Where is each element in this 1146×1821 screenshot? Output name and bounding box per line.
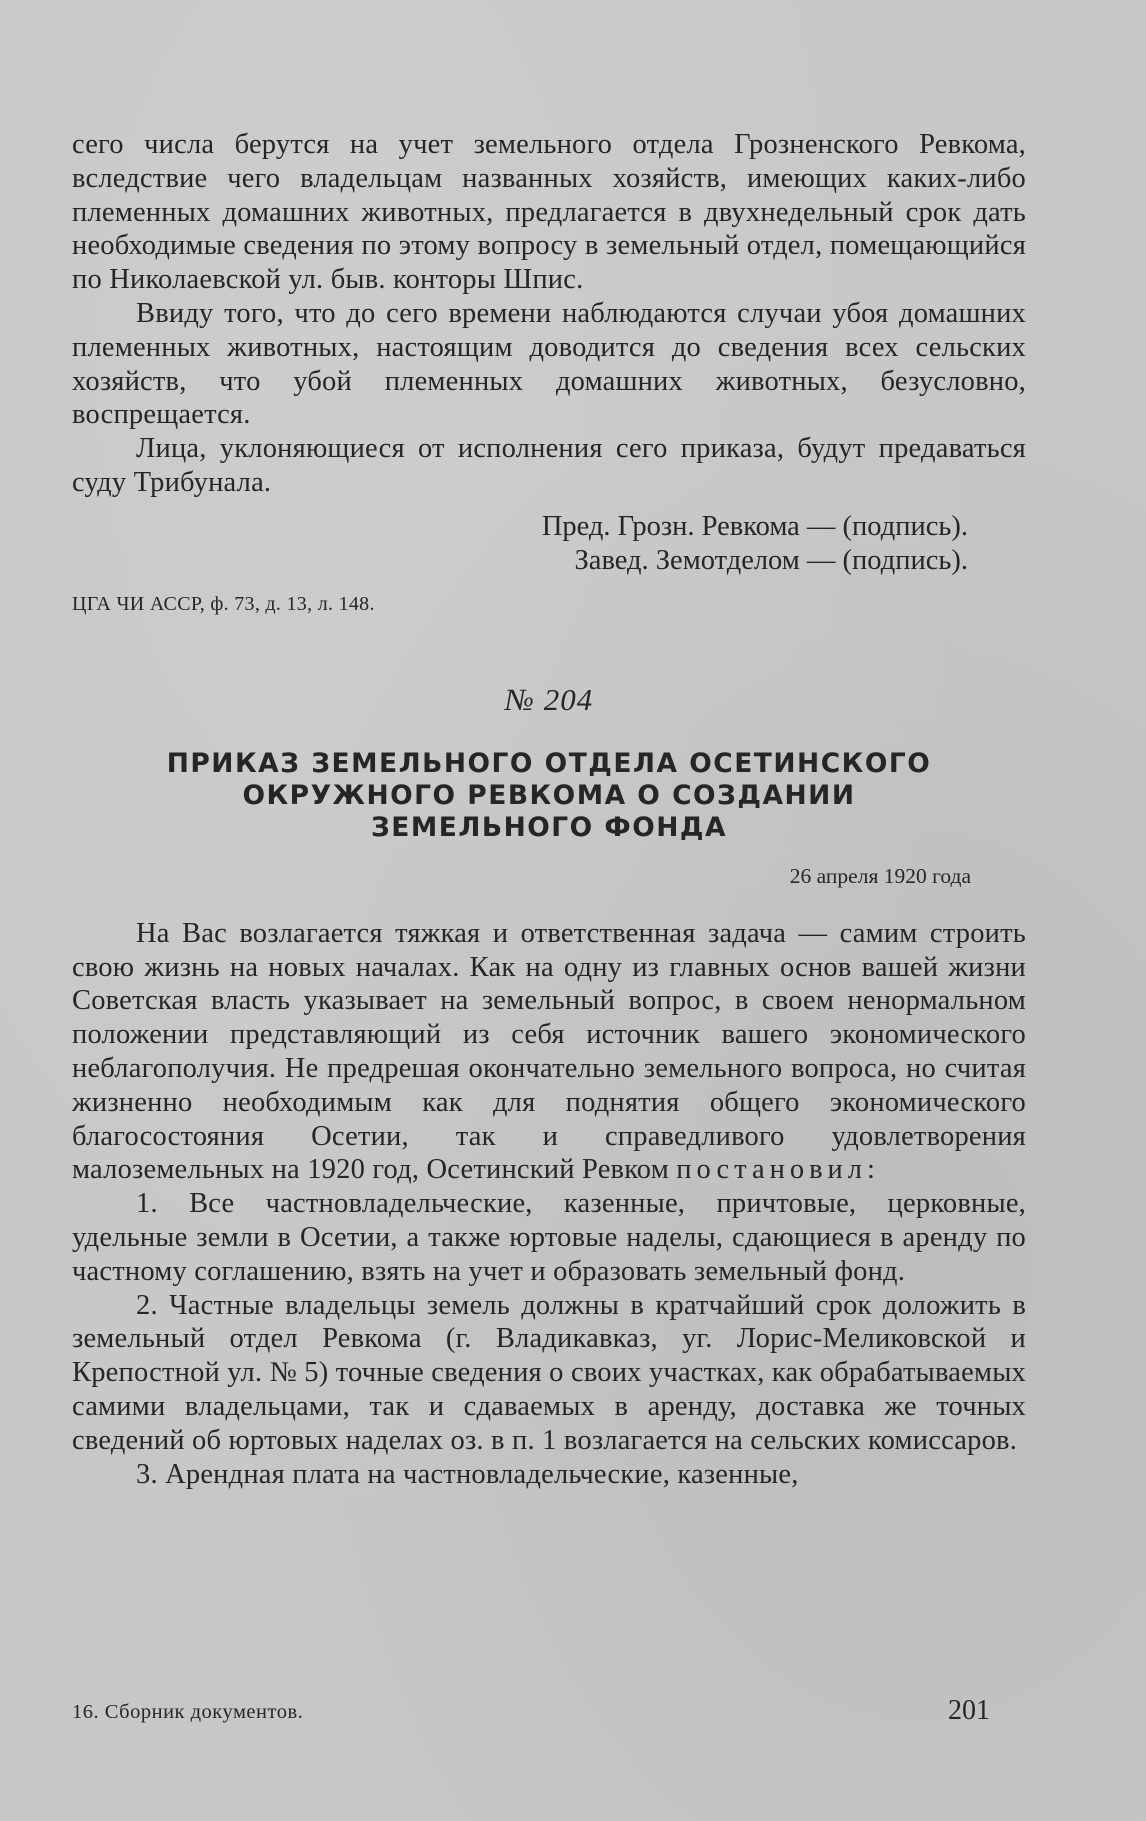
document-date: 26 апреля 1920 года: [789, 863, 971, 888]
paragraph-continuation: сего числа берутся на учет земельного отдела Грозненского Ревкома, вследствие чего владельцам названных хозяйств, имеющих каких-либо племенных домашних животных, предлагается в двухнедельный срок дать необходимые сведения по этому вопросу в земельный отдел, помещающийся по Николаевской ул. быв. конторы Шпис.: [72, 129, 1026, 296]
document-title: [72, 748, 1026, 844]
signature-block: [72, 510, 1026, 578]
paragraph-tribunal: Лица, уклоняющиеся от исполнения сего приказа, будут предаваться суду Трибунала.: [72, 433, 1026, 498]
paragraph-slaughter-ban: Ввиду того, что до сего времени наблюдаются случаи убоя домашних племенных животных, настоящим доводится до сведения всех сельских хозяйств, что убой племенных домашних животных, безусловно, воспрещается.: [72, 297, 1026, 431]
item-3: 3. Арендная плата на частновладельческие, казенные,: [136, 1458, 799, 1490]
archive-reference: ЦГА ЧИ АССР, ф. 73, д. 13, л. 148.: [72, 592, 375, 615]
intro-resolution: постановил:: [676, 1154, 880, 1186]
document-body: [72, 917, 1026, 1492]
signature-chairman: Пред. Грозн. Ревкома — (подпись).: [541, 510, 968, 542]
signature-head: Завед. Земотделом — (подпись).: [574, 544, 968, 576]
page-content: [72, 128, 1026, 1491]
page-number: 201: [948, 1695, 990, 1726]
footer-signature: 16. Сборник документов.: [72, 1701, 304, 1723]
intro-text: На Вас возлагается тяжкая и ответственная задача — самим строить свою жизнь на новых началах. Как на одну из главных основ вашей жизни Советская власть указывает на земельный вопрос, в своем ненормальном положении представляющий из себя источник вашего экономического неблагополучия. Не предрешая окончательно земельного вопроса, но считая жизненно необходимым как для поднятия общего экономического благосостояния Осетии, так и справедливого удовлетворения малоземельных на 1920 год, Осетинский Ревком: [72, 917, 1026, 1186]
paragraph-intro: [72, 917, 1026, 1187]
item-2: 2. Частные владельцы земель должны в кратчайший срок доложить в земельный отдел Ревкома (г. Владикавказ, уг. Лорис-Меликовской и Крепостной ул. № 5) точные сведения о своих участках, как обрабатываемых самими владельцами, так и сдаваемых в аренду, доставка же точных сведений об юртовых наделах оз. в п. 1 возлагается на сельских комиссаров.: [72, 1289, 1026, 1456]
page-footer: [72, 1695, 1026, 1735]
title-line-2: ОКРУЖНОГО РЕВКОМА О СОЗДАНИИ: [242, 779, 856, 811]
title-line-1: ПРИКАЗ ЗЕМЕЛЬНОГО ОТДЕЛА ОСЕТИНСКОГО: [166, 747, 932, 779]
document-number: № 204: [504, 681, 594, 717]
title-line-3: ЗЕМЕЛЬНОГО ФОНДА: [370, 811, 728, 843]
item-1: 1. Все частновладельческие, казенные, причтовые, церковные, удельные земли в Осетии, а также юртовые наделы, сдающиеся в аренду по частному соглашению, взять на учет и образовать земельный фонд.: [72, 1188, 1026, 1287]
